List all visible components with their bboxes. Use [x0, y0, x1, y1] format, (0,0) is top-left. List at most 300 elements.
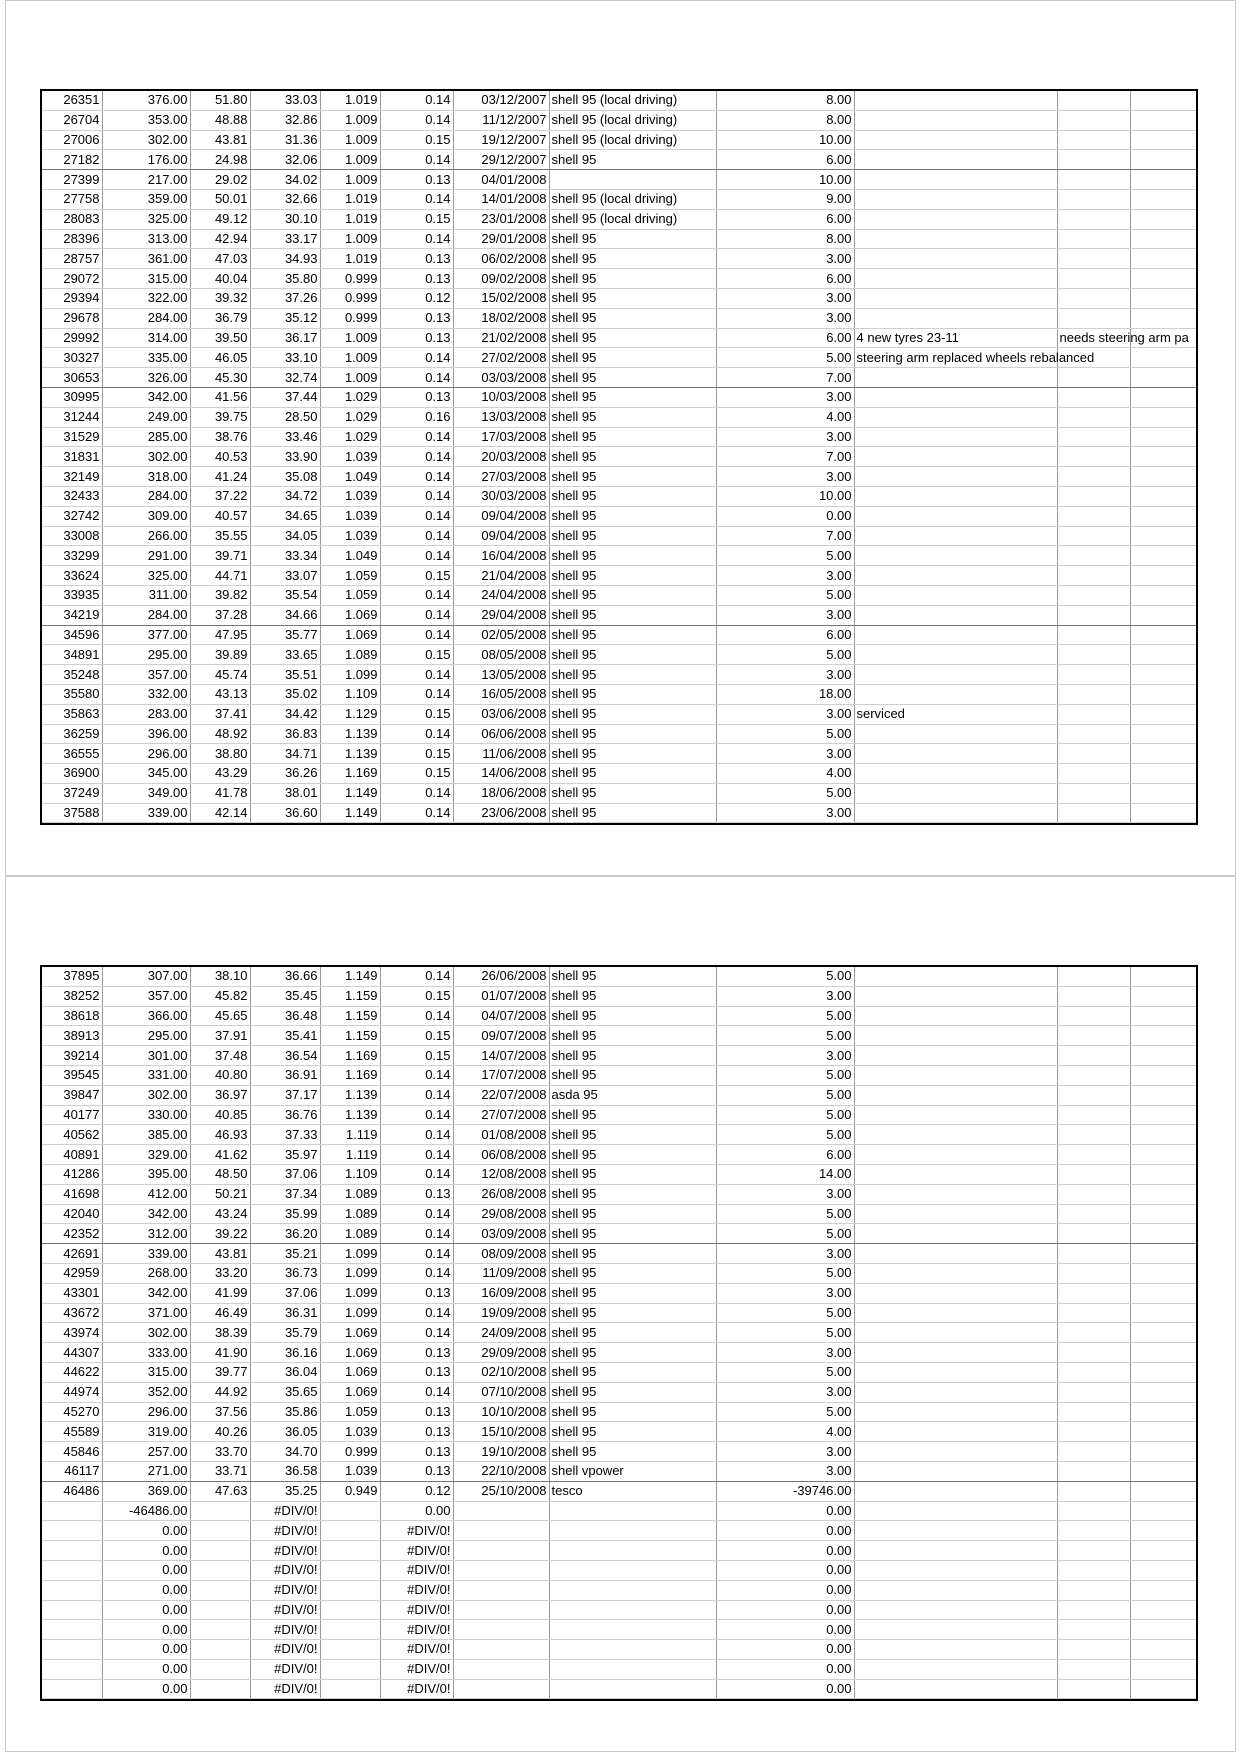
- cell-mpg[interactable]: 36.66: [250, 967, 320, 986]
- cell-spare[interactable]: [1130, 1382, 1198, 1402]
- cell-note-2[interactable]: [1057, 308, 1130, 328]
- cell-mpg[interactable]: 37.33: [250, 1125, 320, 1145]
- cell-cost-per-mile[interactable]: 0.14: [380, 110, 453, 130]
- cell-price-per-litre[interactable]: 1.169: [320, 764, 380, 784]
- cell-date[interactable]: 17/03/2008: [453, 427, 549, 447]
- cell-note-2[interactable]: [1057, 269, 1130, 289]
- cell-price-per-litre[interactable]: [320, 1501, 380, 1521]
- cell-mpg[interactable]: 33.34: [250, 546, 320, 566]
- cell-mpg[interactable]: 36.58: [250, 1461, 320, 1481]
- cell-cost-per-mile[interactable]: 0.14: [380, 546, 453, 566]
- cell-odometer[interactable]: 46486: [42, 1481, 102, 1501]
- cell-miles[interactable]: 217.00: [102, 170, 190, 190]
- cell-spare[interactable]: [1130, 1125, 1198, 1145]
- cell-cost-per-mile[interactable]: #DIV/0!: [380, 1600, 453, 1620]
- cell-price-per-litre[interactable]: 1.039: [320, 1461, 380, 1481]
- cell-note[interactable]: [854, 1065, 1057, 1085]
- cell-amount[interactable]: 14.00: [716, 1164, 854, 1184]
- cell-date[interactable]: [453, 1580, 549, 1600]
- cell-date[interactable]: 02/10/2008: [453, 1362, 549, 1382]
- cell-litres[interactable]: 45.82: [190, 986, 250, 1006]
- cell-cost-per-mile[interactable]: 0.13: [380, 170, 453, 190]
- cell-spare[interactable]: [1130, 1006, 1198, 1026]
- cell-miles[interactable]: 271.00: [102, 1461, 190, 1481]
- cell-spare[interactable]: [1130, 1343, 1198, 1363]
- cell-price-per-litre[interactable]: 1.099: [320, 1263, 380, 1283]
- cell-cost-per-mile[interactable]: #DIV/0!: [380, 1620, 453, 1640]
- cell-odometer[interactable]: 33624: [42, 566, 102, 586]
- cell-cost-per-mile[interactable]: 0.15: [380, 744, 453, 764]
- cell-note-2[interactable]: [1057, 1521, 1130, 1541]
- cell-odometer[interactable]: 37895: [42, 967, 102, 986]
- cell-litres[interactable]: [190, 1501, 250, 1521]
- cell-amount[interactable]: -39746.00: [716, 1481, 854, 1501]
- cell-odometer[interactable]: 30653: [42, 368, 102, 388]
- cell-miles[interactable]: 332.00: [102, 684, 190, 704]
- cell-station[interactable]: shell 95: [549, 407, 716, 427]
- cell-price-per-litre[interactable]: 1.039: [320, 526, 380, 546]
- cell-amount[interactable]: 5.00: [716, 1065, 854, 1085]
- cell-station[interactable]: shell 95: [549, 724, 716, 744]
- cell-note-2[interactable]: [1057, 288, 1130, 308]
- cell-note[interactable]: [854, 249, 1057, 269]
- cell-station[interactable]: shell 95: [549, 1442, 716, 1462]
- cell-cost-per-mile[interactable]: #DIV/0!: [380, 1521, 453, 1541]
- cell-date[interactable]: 16/09/2008: [453, 1283, 549, 1303]
- cell-date[interactable]: 26/06/2008: [453, 967, 549, 986]
- cell-cost-per-mile[interactable]: 0.14: [380, 189, 453, 209]
- cell-cost-per-mile[interactable]: 0.14: [380, 1224, 453, 1244]
- cell-miles[interactable]: 296.00: [102, 1402, 190, 1422]
- cell-amount[interactable]: 3.00: [716, 1244, 854, 1264]
- cell-note[interactable]: [854, 1244, 1057, 1264]
- cell-spare[interactable]: [1130, 1640, 1198, 1660]
- cell-litres[interactable]: 48.92: [190, 724, 250, 744]
- cell-miles[interactable]: 301.00: [102, 1046, 190, 1066]
- cell-odometer[interactable]: [42, 1541, 102, 1561]
- cell-odometer[interactable]: 45270: [42, 1402, 102, 1422]
- cell-station[interactable]: shell 95: [549, 348, 716, 368]
- cell-mpg[interactable]: #DIV/0!: [250, 1620, 320, 1640]
- cell-odometer[interactable]: 40177: [42, 1105, 102, 1125]
- cell-amount[interactable]: 9.00: [716, 189, 854, 209]
- cell-spare[interactable]: [1130, 1541, 1198, 1561]
- cell-litres[interactable]: 33.20: [190, 1263, 250, 1283]
- cell-cost-per-mile[interactable]: 0.14: [380, 1382, 453, 1402]
- cell-mpg[interactable]: 34.02: [250, 170, 320, 190]
- cell-station[interactable]: shell 95: [549, 1145, 716, 1165]
- cell-price-per-litre[interactable]: 1.139: [320, 1105, 380, 1125]
- cell-station[interactable]: shell 95: [549, 486, 716, 506]
- cell-date[interactable]: 06/02/2008: [453, 249, 549, 269]
- cell-price-per-litre[interactable]: 1.069: [320, 1323, 380, 1343]
- cell-amount[interactable]: 5.00: [716, 645, 854, 665]
- cell-miles[interactable]: 366.00: [102, 1006, 190, 1026]
- cell-note[interactable]: [854, 110, 1057, 130]
- cell-litres[interactable]: [190, 1679, 250, 1699]
- cell-litres[interactable]: 47.95: [190, 625, 250, 645]
- cell-note[interactable]: [854, 625, 1057, 645]
- cell-note-2[interactable]: [1057, 486, 1130, 506]
- cell-cost-per-mile[interactable]: 0.00: [380, 1501, 453, 1521]
- cell-note-2[interactable]: [1057, 625, 1130, 645]
- cell-price-per-litre[interactable]: [320, 1560, 380, 1580]
- cell-miles[interactable]: 0.00: [102, 1600, 190, 1620]
- cell-station[interactable]: shell 95: [549, 1402, 716, 1422]
- cell-cost-per-mile[interactable]: #DIV/0!: [380, 1659, 453, 1679]
- cell-station[interactable]: shell 95: [549, 1283, 716, 1303]
- cell-price-per-litre[interactable]: 1.099: [320, 1303, 380, 1323]
- cell-miles[interactable]: 0.00: [102, 1560, 190, 1580]
- cell-note[interactable]: [854, 209, 1057, 229]
- cell-spare[interactable]: [1130, 1263, 1198, 1283]
- cell-amount[interactable]: 3.00: [716, 803, 854, 823]
- cell-station[interactable]: shell 95: [549, 387, 716, 407]
- cell-date[interactable]: 13/03/2008: [453, 407, 549, 427]
- cell-note-2[interactable]: [1057, 684, 1130, 704]
- cell-cost-per-mile[interactable]: 0.13: [380, 1283, 453, 1303]
- cell-date[interactable]: 11/06/2008: [453, 744, 549, 764]
- cell-spare[interactable]: [1130, 1046, 1198, 1066]
- cell-note[interactable]: [854, 1145, 1057, 1165]
- cell-mpg[interactable]: 34.42: [250, 704, 320, 724]
- cell-note-2[interactable]: [1057, 1362, 1130, 1382]
- cell-miles[interactable]: 331.00: [102, 1065, 190, 1085]
- cell-note-2[interactable]: [1057, 546, 1130, 566]
- cell-amount[interactable]: 0.00: [716, 1541, 854, 1561]
- cell-price-per-litre[interactable]: 1.009: [320, 170, 380, 190]
- cell-spare[interactable]: [1130, 625, 1198, 645]
- cell-station[interactable]: shell 95: [549, 1244, 716, 1264]
- cell-cost-per-mile[interactable]: 0.14: [380, 1164, 453, 1184]
- cell-litres[interactable]: 37.56: [190, 1402, 250, 1422]
- cell-note-2[interactable]: [1057, 803, 1130, 823]
- cell-spare[interactable]: [1130, 684, 1198, 704]
- cell-miles[interactable]: 377.00: [102, 625, 190, 645]
- cell-mpg[interactable]: 35.99: [250, 1204, 320, 1224]
- cell-cost-per-mile[interactable]: 0.14: [380, 1263, 453, 1283]
- cell-miles[interactable]: 302.00: [102, 447, 190, 467]
- cell-miles[interactable]: 313.00: [102, 229, 190, 249]
- cell-litres[interactable]: 46.05: [190, 348, 250, 368]
- cell-spare[interactable]: [1130, 1323, 1198, 1343]
- cell-spare[interactable]: [1130, 506, 1198, 526]
- cell-price-per-litre[interactable]: 1.019: [320, 249, 380, 269]
- cell-price-per-litre[interactable]: 1.099: [320, 1244, 380, 1264]
- cell-note[interactable]: [854, 467, 1057, 487]
- cell-note-2[interactable]: [1057, 1046, 1130, 1066]
- cell-odometer[interactable]: 27758: [42, 189, 102, 209]
- cell-cost-per-mile[interactable]: 0.14: [380, 486, 453, 506]
- cell-price-per-litre[interactable]: 1.169: [320, 1065, 380, 1085]
- cell-odometer[interactable]: 32433: [42, 486, 102, 506]
- cell-amount[interactable]: 3.00: [716, 427, 854, 447]
- cell-station[interactable]: shell 95 (local driving): [549, 91, 716, 110]
- cell-spare[interactable]: [1130, 645, 1198, 665]
- cell-litres[interactable]: 39.82: [190, 585, 250, 605]
- cell-amount[interactable]: 5.00: [716, 1085, 854, 1105]
- cell-odometer[interactable]: 31831: [42, 447, 102, 467]
- cell-litres[interactable]: 38.10: [190, 967, 250, 986]
- cell-miles[interactable]: 342.00: [102, 1204, 190, 1224]
- cell-station[interactable]: shell 95: [549, 1362, 716, 1382]
- cell-note[interactable]: [854, 585, 1057, 605]
- cell-miles[interactable]: 0.00: [102, 1521, 190, 1541]
- cell-miles[interactable]: 249.00: [102, 407, 190, 427]
- cell-miles[interactable]: -46486.00: [102, 1501, 190, 1521]
- cell-note-2[interactable]: [1057, 1402, 1130, 1422]
- cell-litres[interactable]: 41.56: [190, 387, 250, 407]
- cell-note-2[interactable]: [1057, 1283, 1130, 1303]
- cell-odometer[interactable]: 27399: [42, 170, 102, 190]
- cell-date[interactable]: 09/02/2008: [453, 269, 549, 289]
- cell-odometer[interactable]: 29678: [42, 308, 102, 328]
- cell-amount[interactable]: 5.00: [716, 546, 854, 566]
- cell-spare[interactable]: [1130, 1026, 1198, 1046]
- cell-date[interactable]: 12/08/2008: [453, 1164, 549, 1184]
- cell-odometer[interactable]: 36900: [42, 764, 102, 784]
- cell-spare[interactable]: [1130, 486, 1198, 506]
- cell-note[interactable]: [854, 506, 1057, 526]
- cell-note-2[interactable]: [1057, 1481, 1130, 1501]
- cell-spare[interactable]: [1130, 1521, 1198, 1541]
- cell-odometer[interactable]: 29992: [42, 328, 102, 348]
- cell-note[interactable]: [854, 783, 1057, 803]
- cell-note[interactable]: [854, 229, 1057, 249]
- cell-litres[interactable]: 40.53: [190, 447, 250, 467]
- cell-miles[interactable]: 291.00: [102, 546, 190, 566]
- cell-mpg[interactable]: 36.04: [250, 1362, 320, 1382]
- cell-cost-per-mile[interactable]: 0.15: [380, 986, 453, 1006]
- cell-litres[interactable]: [190, 1521, 250, 1541]
- cell-mpg[interactable]: 35.12: [250, 308, 320, 328]
- cell-spare[interactable]: [1130, 229, 1198, 249]
- cell-cost-per-mile[interactable]: 0.13: [380, 328, 453, 348]
- cell-miles[interactable]: 268.00: [102, 1263, 190, 1283]
- cell-miles[interactable]: 0.00: [102, 1679, 190, 1699]
- cell-note[interactable]: [854, 1442, 1057, 1462]
- cell-odometer[interactable]: 39847: [42, 1085, 102, 1105]
- cell-litres[interactable]: 29.02: [190, 170, 250, 190]
- cell-odometer[interactable]: [42, 1659, 102, 1679]
- cell-note-2[interactable]: [1057, 1303, 1130, 1323]
- cell-odometer[interactable]: 40562: [42, 1125, 102, 1145]
- cell-date[interactable]: [453, 1620, 549, 1640]
- cell-date[interactable]: [453, 1659, 549, 1679]
- cell-date[interactable]: 10/10/2008: [453, 1402, 549, 1422]
- cell-litres[interactable]: 43.81: [190, 130, 250, 150]
- cell-note-2[interactable]: [1057, 170, 1130, 190]
- cell-litres[interactable]: 50.21: [190, 1184, 250, 1204]
- cell-cost-per-mile[interactable]: 0.13: [380, 1422, 453, 1442]
- cell-cost-per-mile[interactable]: 0.13: [380, 1362, 453, 1382]
- cell-price-per-litre[interactable]: 1.029: [320, 427, 380, 447]
- cell-miles[interactable]: 369.00: [102, 1481, 190, 1501]
- cell-note[interactable]: [854, 764, 1057, 784]
- cell-cost-per-mile[interactable]: 0.14: [380, 724, 453, 744]
- cell-note-2[interactable]: [1057, 1461, 1130, 1481]
- cell-station[interactable]: shell 95: [549, 764, 716, 784]
- cell-odometer[interactable]: 38618: [42, 1006, 102, 1026]
- cell-station[interactable]: shell 95: [549, 1323, 716, 1343]
- cell-amount[interactable]: 5.00: [716, 585, 854, 605]
- cell-spare[interactable]: [1130, 1501, 1198, 1521]
- cell-cost-per-mile[interactable]: 0.14: [380, 1065, 453, 1085]
- cell-odometer[interactable]: 42040: [42, 1204, 102, 1224]
- cell-litres[interactable]: 46.49: [190, 1303, 250, 1323]
- cell-mpg[interactable]: 37.34: [250, 1184, 320, 1204]
- cell-price-per-litre[interactable]: 1.089: [320, 1184, 380, 1204]
- cell-miles[interactable]: 176.00: [102, 150, 190, 170]
- cell-station[interactable]: shell 95: [549, 1125, 716, 1145]
- cell-mpg[interactable]: 34.05: [250, 526, 320, 546]
- cell-date[interactable]: [453, 1541, 549, 1561]
- cell-station[interactable]: shell 95: [549, 1422, 716, 1442]
- cell-amount[interactable]: 5.00: [716, 1323, 854, 1343]
- cell-cost-per-mile[interactable]: 0.13: [380, 269, 453, 289]
- cell-spare[interactable]: [1130, 1085, 1198, 1105]
- cell-odometer[interactable]: 39545: [42, 1065, 102, 1085]
- cell-amount[interactable]: 0.00: [716, 1659, 854, 1679]
- cell-mpg[interactable]: #DIV/0!: [250, 1501, 320, 1521]
- cell-spare[interactable]: [1130, 764, 1198, 784]
- cell-cost-per-mile[interactable]: 0.14: [380, 1125, 453, 1145]
- cell-litres[interactable]: [190, 1659, 250, 1679]
- cell-price-per-litre[interactable]: 1.059: [320, 1402, 380, 1422]
- cell-mpg[interactable]: #DIV/0!: [250, 1541, 320, 1561]
- cell-amount[interactable]: 3.00: [716, 249, 854, 269]
- cell-spare[interactable]: [1130, 1402, 1198, 1422]
- cell-note[interactable]: [854, 1679, 1057, 1699]
- cell-station[interactable]: shell 95: [549, 1065, 716, 1085]
- cell-note[interactable]: [854, 1343, 1057, 1363]
- cell-spare[interactable]: [1130, 1224, 1198, 1244]
- cell-price-per-litre[interactable]: 1.149: [320, 783, 380, 803]
- cell-amount[interactable]: 0.00: [716, 1620, 854, 1640]
- cell-note-2[interactable]: [1057, 1382, 1130, 1402]
- cell-miles[interactable]: 361.00: [102, 249, 190, 269]
- cell-cost-per-mile[interactable]: 0.14: [380, 447, 453, 467]
- cell-date[interactable]: 01/08/2008: [453, 1125, 549, 1145]
- cell-date[interactable]: 18/06/2008: [453, 783, 549, 803]
- cell-note-2[interactable]: [1057, 1323, 1130, 1343]
- cell-litres[interactable]: 50.01: [190, 189, 250, 209]
- cell-miles[interactable]: 315.00: [102, 269, 190, 289]
- cell-amount[interactable]: 3.00: [716, 704, 854, 724]
- cell-mpg[interactable]: 36.05: [250, 1422, 320, 1442]
- cell-odometer[interactable]: 36259: [42, 724, 102, 744]
- cell-note-2[interactable]: [1057, 447, 1130, 467]
- cell-spare[interactable]: [1130, 288, 1198, 308]
- cell-mpg[interactable]: 37.06: [250, 1283, 320, 1303]
- cell-note[interactable]: [854, 1006, 1057, 1026]
- cell-station[interactable]: shell 95: [549, 1303, 716, 1323]
- cell-odometer[interactable]: 28757: [42, 249, 102, 269]
- cell-cost-per-mile[interactable]: 0.14: [380, 1006, 453, 1026]
- cell-amount[interactable]: 10.00: [716, 130, 854, 150]
- cell-mpg[interactable]: 35.77: [250, 625, 320, 645]
- cell-amount[interactable]: 5.00: [716, 783, 854, 803]
- cell-note-2[interactable]: [1057, 526, 1130, 546]
- cell-miles[interactable]: 257.00: [102, 1442, 190, 1462]
- cell-station[interactable]: shell 95: [549, 447, 716, 467]
- cell-spare[interactable]: [1130, 1560, 1198, 1580]
- cell-odometer[interactable]: 43672: [42, 1303, 102, 1323]
- cell-amount[interactable]: 0.00: [716, 1501, 854, 1521]
- cell-spare[interactable]: [1130, 724, 1198, 744]
- cell-mpg[interactable]: 36.20: [250, 1224, 320, 1244]
- cell-mpg[interactable]: 35.21: [250, 1244, 320, 1264]
- cell-date[interactable]: [453, 1560, 549, 1580]
- cell-note-2[interactable]: [1057, 1204, 1130, 1224]
- cell-date[interactable]: 26/08/2008: [453, 1184, 549, 1204]
- cell-date[interactable]: 07/10/2008: [453, 1382, 549, 1402]
- cell-note-2[interactable]: [1057, 387, 1130, 407]
- cell-spare[interactable]: [1130, 1422, 1198, 1442]
- cell-mpg[interactable]: 37.17: [250, 1085, 320, 1105]
- cell-amount[interactable]: 3.00: [716, 288, 854, 308]
- cell-spare[interactable]: [1130, 546, 1198, 566]
- cell-amount[interactable]: 5.00: [716, 348, 854, 368]
- cell-station[interactable]: shell 95 (local driving): [549, 189, 716, 209]
- cell-price-per-litre[interactable]: [320, 1640, 380, 1660]
- cell-spare[interactable]: [1130, 1481, 1198, 1501]
- cell-station[interactable]: [549, 1560, 716, 1580]
- cell-station[interactable]: shell 95: [549, 150, 716, 170]
- cell-date[interactable]: 02/05/2008: [453, 625, 549, 645]
- cell-mpg[interactable]: 35.45: [250, 986, 320, 1006]
- cell-note[interactable]: serviced: [854, 704, 1057, 724]
- cell-price-per-litre[interactable]: 1.009: [320, 150, 380, 170]
- cell-spare[interactable]: [1130, 526, 1198, 546]
- cell-date[interactable]: 03/12/2007: [453, 91, 549, 110]
- cell-note-2[interactable]: [1057, 189, 1130, 209]
- cell-station[interactable]: shell 95: [549, 744, 716, 764]
- cell-amount[interactable]: 8.00: [716, 229, 854, 249]
- cell-note[interactable]: [854, 744, 1057, 764]
- cell-price-per-litre[interactable]: 1.019: [320, 91, 380, 110]
- cell-note[interactable]: [854, 288, 1057, 308]
- cell-amount[interactable]: 6.00: [716, 269, 854, 289]
- cell-note-2[interactable]: [1057, 249, 1130, 269]
- cell-cost-per-mile[interactable]: 0.14: [380, 1244, 453, 1264]
- cell-note-2[interactable]: [1057, 1263, 1130, 1283]
- cell-litres[interactable]: 40.85: [190, 1105, 250, 1125]
- cell-amount[interactable]: 3.00: [716, 387, 854, 407]
- cell-spare[interactable]: [1130, 1580, 1198, 1600]
- cell-cost-per-mile[interactable]: 0.12: [380, 288, 453, 308]
- cell-mpg[interactable]: 33.03: [250, 91, 320, 110]
- cell-cost-per-mile[interactable]: 0.14: [380, 91, 453, 110]
- cell-note[interactable]: [854, 486, 1057, 506]
- cell-date[interactable]: 22/10/2008: [453, 1461, 549, 1481]
- cell-amount[interactable]: 3.00: [716, 308, 854, 328]
- cell-note-2[interactable]: [1057, 1125, 1130, 1145]
- cell-odometer[interactable]: 44974: [42, 1382, 102, 1402]
- cell-litres[interactable]: 38.80: [190, 744, 250, 764]
- cell-station[interactable]: shell 95: [549, 704, 716, 724]
- cell-cost-per-mile[interactable]: 0.13: [380, 1343, 453, 1363]
- cell-miles[interactable]: 302.00: [102, 1323, 190, 1343]
- cell-cost-per-mile[interactable]: 0.14: [380, 625, 453, 645]
- cell-mpg[interactable]: 36.31: [250, 1303, 320, 1323]
- cell-spare[interactable]: [1130, 704, 1198, 724]
- cell-odometer[interactable]: 33008: [42, 526, 102, 546]
- cell-note[interactable]: [854, 91, 1057, 110]
- cell-station[interactable]: [549, 1600, 716, 1620]
- cell-amount[interactable]: 3.00: [716, 566, 854, 586]
- cell-price-per-litre[interactable]: 1.109: [320, 1164, 380, 1184]
